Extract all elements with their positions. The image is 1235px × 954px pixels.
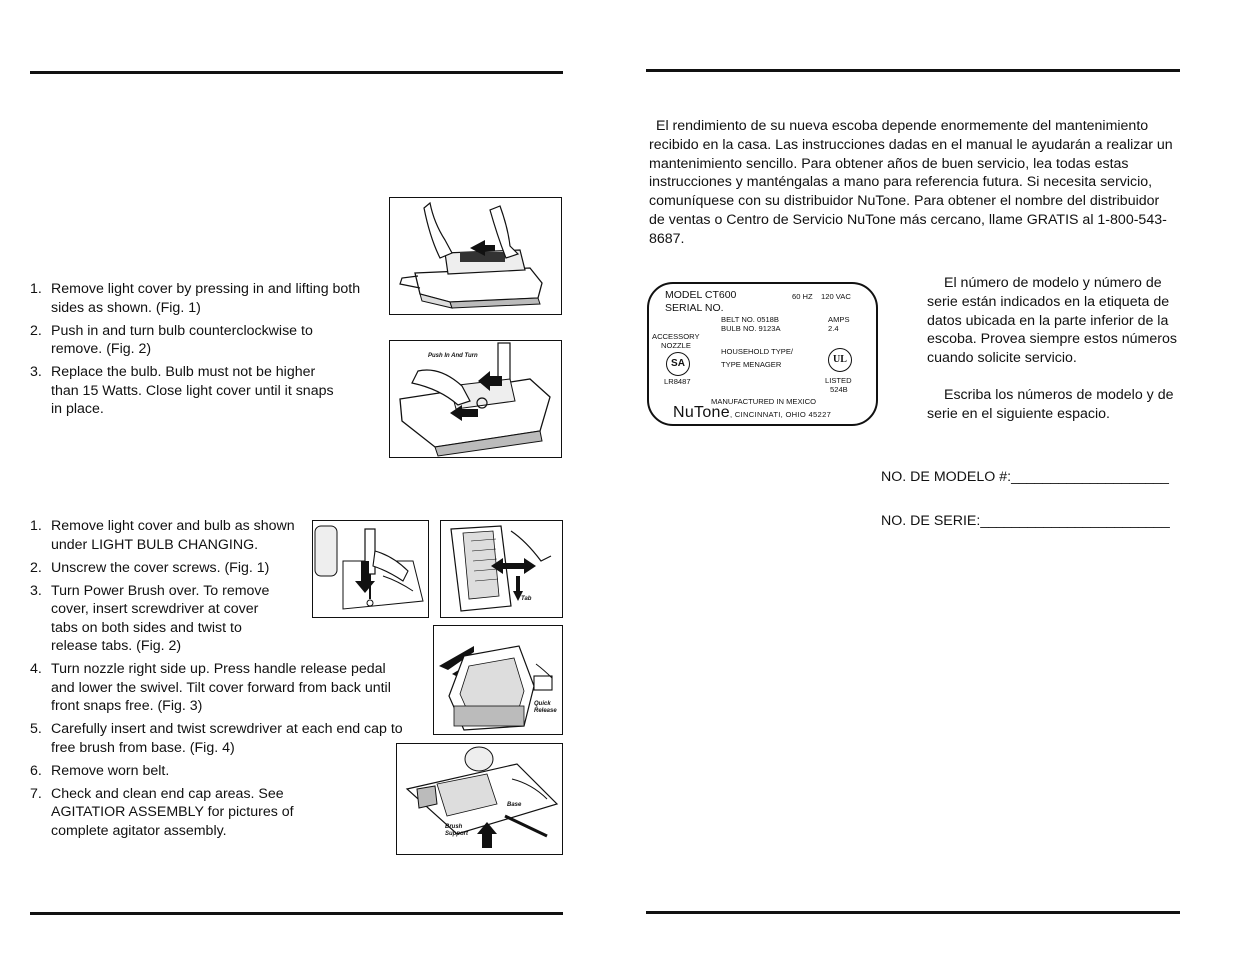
label-hz: 60 HZ (792, 292, 813, 301)
top-rule-right (646, 69, 1180, 72)
list-item (30, 280, 375, 317)
bottom-rule-right (646, 911, 1180, 914)
step-number: 6. (30, 762, 42, 779)
brand-city: , CINCINNATI, OHIO 45227 (729, 410, 832, 419)
intro-paragraph: El rendimiento de su nueva escoba depende enormemente del mantenimiento recibido en la casa. Las instrucciones dadas en el manual le ayudarán a realizar un mantenimiento sencillo. Para obtener años de buen servicio, lea todas estas instrucciones y manténgalas a mano para referencia futura. Si necesita servicio, comuníquese con su distribuidor NuTone. Para obtener el nombre del distribuidor de ventas o Centro de Servicio NuTone más cercano, llame GRATIS al 1-800-543-8687. (649, 118, 1173, 247)
model-note: El número de modelo y número de serie están indicados en la etiqueta de datos ubicada en la parte inferior de la escoba. Provea siempre estos números cuando solicite servicio. (927, 275, 1177, 367)
csa-logo-icon: SA (666, 352, 690, 376)
label-bulb: BULB NO. 9123A (721, 324, 781, 333)
belt-fig2-illustration (440, 520, 563, 618)
list-item (30, 762, 400, 781)
label-accessory: ACCESSORY (652, 332, 700, 341)
step-text: Turn nozzle right side up. Press handle release pedal and lower the swivel. Tilt cover forward from back until front snaps free. (Fig. 3) (51, 661, 391, 714)
belt-fig1-illustration (312, 520, 429, 618)
step-text: Check and clean end cap areas. See AGITATIOR ASSEMBLY for pictures of complete agitator assembly. (51, 785, 294, 839)
label-listed-code: 524B (830, 385, 848, 394)
label-csa-code: LR8487 (664, 377, 691, 386)
step-text: Carefully insert and twist screwdriver at each end cap to free brush from base. (Fig. 4) (51, 721, 403, 756)
label-nozzle: NOZZLE (661, 341, 691, 350)
step-number: 1. (30, 281, 42, 297)
label-amps-value: 2.4 (828, 324, 839, 333)
top-rule-left (30, 71, 563, 74)
label-serial: SERIAL NO. (665, 302, 724, 314)
step-number: 2. (30, 559, 42, 576)
step-text: Replace the bulb. Bulb must not be higher than 15 Watts. Close light cover until it snaps in place. (51, 364, 334, 417)
step-text: Remove light cover by pressing in and lifting both sides as shown. (Fig. 1) (51, 281, 361, 316)
list-item (30, 660, 400, 716)
label-model: MODEL CT600 (665, 289, 737, 301)
list-item (30, 720, 406, 757)
list-item (30, 322, 375, 359)
step-text: Turn Power Brush over. To remove cover, insert screwdriver at cover tabs on both sides and twist to release tabs. (Fig. 2) (51, 582, 270, 654)
model-number-field[interactable]: NO. DE MODELO #:____________________ (881, 469, 1169, 485)
list-item (30, 785, 400, 841)
label-vac: 120 VAC (821, 292, 851, 301)
step-text: Push in and turn bulb counterclockwise to remove. (Fig. 2) (51, 322, 313, 357)
bulb-steps-list (30, 280, 375, 423)
step-number: 2. (30, 322, 42, 339)
bulb-fig2-illustration (389, 340, 562, 458)
fig-caption: Push In And Turn (428, 353, 478, 359)
fig-caption: Quick Release (534, 701, 557, 714)
belt-fig4-illustration (396, 743, 563, 855)
step-text: Unscrew the cover screws. (Fig. 1) (51, 559, 270, 576)
fig-caption: Base (507, 802, 522, 808)
step-number: 3. (30, 582, 42, 599)
fig-caption: Tab (521, 596, 532, 602)
data-label-card (647, 282, 878, 426)
step-text: Remove worn belt. (51, 762, 170, 779)
label-belt: BELT NO. 0518B (721, 315, 779, 324)
write-note: Escriba los números de modelo y de serie en el siguiente espacio. (927, 387, 1174, 422)
bulb-fig1-illustration (389, 197, 562, 315)
fig-caption: Brush Support (445, 824, 468, 837)
step-number: 5. (30, 721, 42, 737)
step-number: 1. (30, 518, 42, 534)
label-menager: TYPE MENAGER (721, 360, 782, 369)
list-item (30, 363, 375, 419)
bottom-rule-left (30, 912, 563, 915)
serial-number-field[interactable]: NO. DE SERIE:________________________ (881, 513, 1170, 529)
belt-fig3-illustration (433, 625, 563, 735)
step-number: 3. (30, 364, 42, 380)
nutone-logo (673, 404, 831, 423)
ul-logo-icon: UL (828, 348, 852, 372)
label-listed: LISTED (825, 376, 852, 385)
label-made-in: MANUFACTURED IN MEXICO (711, 397, 817, 406)
label-household: HOUSEHOLD TYPE/ (721, 347, 794, 356)
label-amps: AMPS (828, 315, 850, 324)
brand-name: NuTone (673, 404, 730, 421)
step-number: 7. (30, 785, 42, 802)
step-text: Remove light cover and bulb as shown under LIGHT BULB CHANGING. (51, 518, 295, 553)
step-number: 4. (30, 661, 42, 677)
